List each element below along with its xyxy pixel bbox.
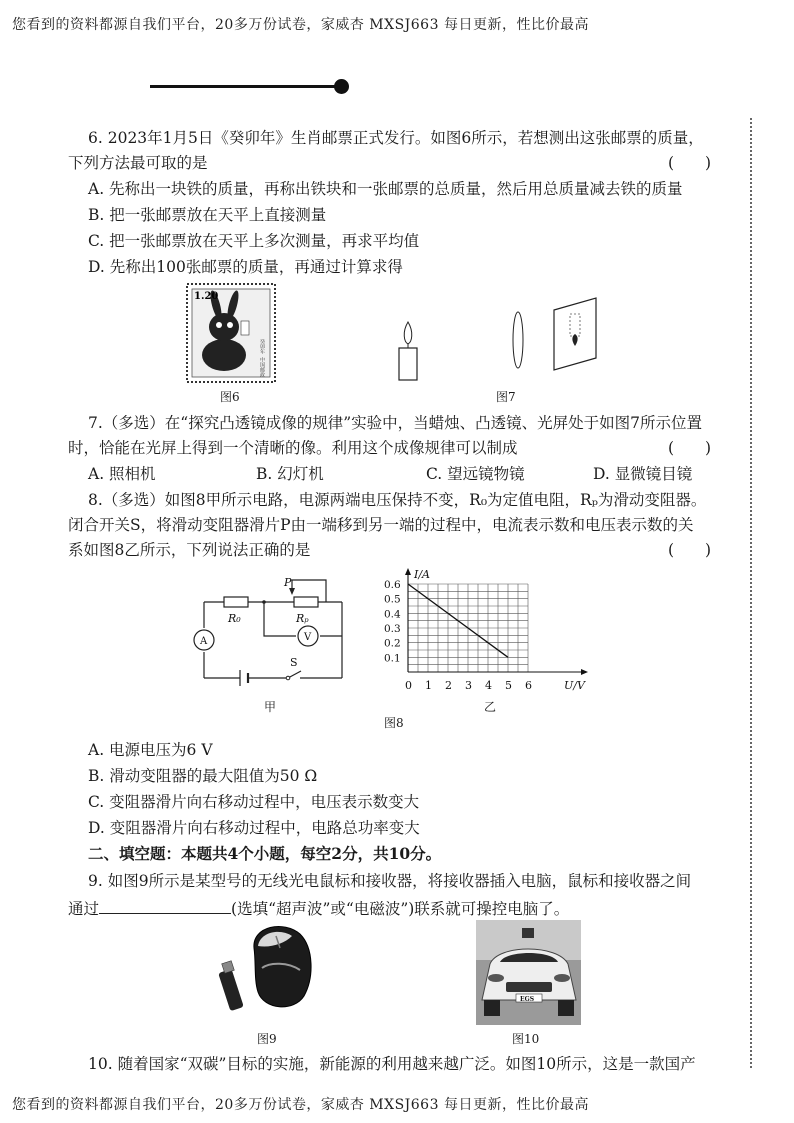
figure-10-car	[476, 920, 581, 1025]
rp-label: Rₚ	[296, 612, 309, 625]
stamp-country: 中国邮政	[259, 357, 265, 377]
slider-p-label: P	[284, 576, 292, 589]
q8-option-d: D. 变阻器滑片向右移动过程中，电路总功率变大	[88, 819, 420, 837]
q9-answer-blank[interactable]	[99, 897, 231, 914]
q6-option-b: B. 把一张邮票放在天平上直接测量	[88, 206, 327, 224]
car-badge: EGS	[520, 996, 535, 1003]
figure-9-caption: 图9	[257, 1032, 277, 1046]
banner-top: 您看到的资料都源自我们平台，20多万份试卷，家威杏 MXSJ663 每日更新，性比价最高	[12, 17, 589, 33]
q8-option-a: A. 电源电压为6 V	[88, 741, 213, 759]
q7-stem-line1: 7.（多选）在“探究凸透镜成像的规律”实验中，当蜡烛、凸透镜、光屏处于如图7所示位置	[88, 414, 703, 432]
usb-receiver	[218, 961, 244, 1011]
margin-dotted-line	[750, 118, 752, 1068]
q8-option-c: C. 变阻器滑片向右移动过程中，电压表示数变大	[88, 793, 420, 811]
q9-stem-line1: 9. 如图9所示是某型号的无线光电鼠标和接收器，将接收器插入电脑，鼠标和接收器之间	[88, 872, 692, 890]
lidar-sensor	[522, 928, 534, 938]
graph-xlabel: U/V	[564, 679, 585, 692]
graph-ylabel: I/A	[414, 568, 430, 581]
q7-stem-line2: 时，恰能在光屏上得到一个清晰的像。利用这个成像规律可以制成	[68, 439, 518, 457]
q8-stem-line1: 8.（多选）如图8甲所示电路，电源两端电压保持不变，R₀为定值电阻，Rₚ为滑动变阻器。	[88, 491, 707, 509]
candle	[399, 322, 417, 380]
x-tick-label: 3	[465, 679, 472, 692]
figure-6-stamp	[186, 283, 276, 383]
stamp-name: 癸卯年	[259, 339, 265, 354]
q9-line2-pre: 通过	[68, 900, 100, 918]
voltmeter-label: V	[304, 632, 312, 643]
y-tick-label: 0.6	[384, 579, 401, 591]
switch-label: S	[290, 656, 298, 669]
figure-9-mouse	[214, 918, 324, 1018]
q9-stem-line2	[68, 897, 569, 919]
y-tick-label: 0.4	[384, 608, 401, 621]
wireless-mouse	[254, 926, 311, 1006]
figure-8-circuit-label: 甲	[264, 700, 277, 714]
q6-option-d: D. 先称出100张邮票的质量，再通过计算求得	[88, 258, 403, 276]
banner-bottom: 您看到的资料都源自我们平台，20多万份试卷，家威杏 MXSJ663 每日更新，性比价最高	[12, 1097, 589, 1113]
x-axis-arrow	[581, 669, 588, 675]
light-screen	[554, 298, 596, 370]
figure-10-caption: 图10	[512, 1032, 540, 1046]
x-tick-label: 4	[485, 679, 492, 692]
resistor-r0	[224, 597, 248, 607]
figure-6-caption: 图6	[220, 390, 240, 404]
figure-8-caption: 图8	[384, 716, 404, 730]
x-tick-label: 1	[425, 679, 432, 692]
q7-option-d: D. 显微镜目镜	[593, 465, 693, 483]
q8-option-b: B. 滑动变阻器的最大阻值为50 Ω	[88, 767, 318, 785]
y-tick-label: 0.5	[384, 593, 401, 606]
q6-stem-line1: 6. 2023年1月5日《癸卯年》生肖邮票正式发行。如图6所示，若想测出这张邮票的质量，	[88, 129, 704, 147]
figure-7-caption: 图7	[496, 390, 516, 404]
figure-7-optics	[390, 296, 610, 386]
ammeter-label: A	[200, 636, 208, 647]
y-axis-arrow	[405, 568, 411, 575]
q7-option-c: C. 望远镜物镜	[426, 465, 525, 483]
q8-answer-paren: ( )	[668, 541, 712, 559]
x-tick-label: 5	[505, 679, 512, 692]
q7-answer-paren: ( )	[668, 439, 712, 457]
figure-8-circuit	[188, 572, 358, 694]
r0-label: R₀	[228, 612, 241, 625]
section-2-title: 二、填空题：本题共4个小题，每空2分，共10分。	[88, 844, 442, 863]
stamp-value: 1.20	[194, 291, 219, 302]
q10-stem-line1: 10. 随着国家“双碳”目标的实施，新能源的利用越来越广泛。如图10所示，这是一款国产	[88, 1055, 696, 1073]
header-rule	[150, 85, 340, 88]
q6-option-a: A. 先称出一块铁的质量，再称出铁块和一张邮票的总质量，然后用总质量减去铁的质量	[88, 180, 683, 198]
y-tick-label: 0.2	[384, 637, 401, 650]
q6-answer-paren: ( )	[668, 154, 712, 172]
convex-lens	[513, 312, 523, 368]
q6-option-c: C. 把一张邮票放在天平上多次测量，再求平均值	[88, 232, 420, 250]
y-tick-label: 0.1	[384, 652, 401, 665]
rheostat-rp	[294, 597, 318, 607]
figure-8-graph-label: 乙	[484, 700, 497, 714]
x-tick-label: 6	[525, 679, 532, 692]
header-dot	[334, 79, 349, 94]
q7-option-a: A. 照相机	[88, 465, 156, 483]
y-tick-label: 0.3	[384, 623, 401, 635]
q6-stem-line2: 下列方法最可取的是	[68, 154, 208, 172]
q8-stem-line3: 系如图8乙所示，下列说法正确的是	[68, 541, 311, 559]
q8-stem-line2: 闭合开关S，将滑动变阻器滑片P由一端移到另一端的过程中，电流表示数和电压表示数的关	[68, 516, 694, 534]
slider-arrow	[289, 588, 295, 595]
x-tick-label: 0	[405, 679, 412, 692]
figure-8-graph	[382, 568, 614, 700]
x-tick-label: 2	[445, 679, 452, 692]
q7-option-b: B. 幻灯机	[256, 465, 324, 483]
q9-line2-post: (选填“超声波”或“电磁波”)联系就可操控电脑了。	[231, 900, 570, 918]
